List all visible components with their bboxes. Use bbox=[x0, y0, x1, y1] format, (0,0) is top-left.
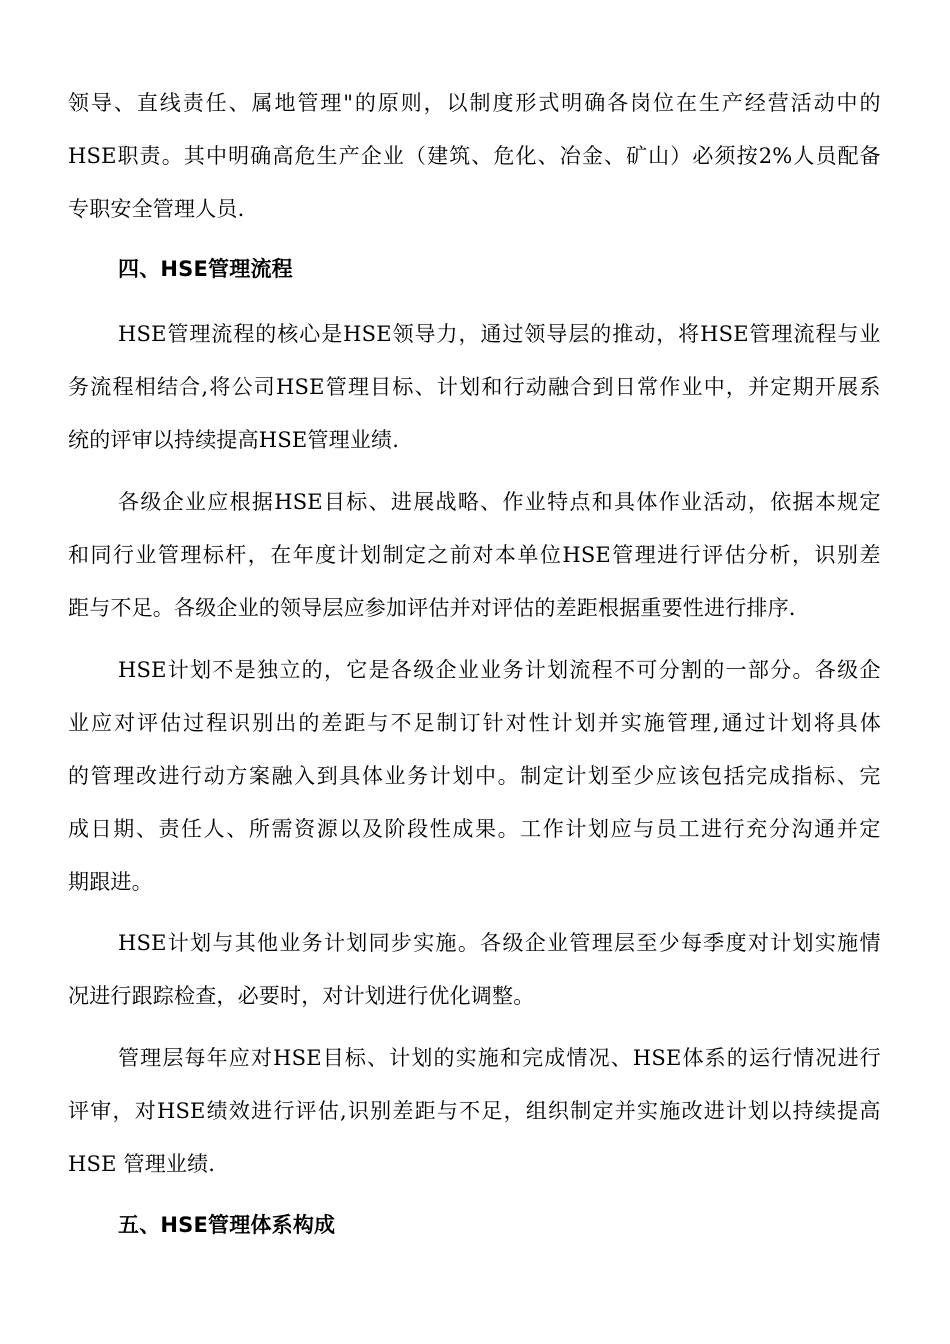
paragraph-line: 各 级 企 业 应 根 据 HSE 目 标 、 进 展 战 略 、 作 业 特 点 和 具 体 作 业 活 动 ， 依 据 本 规 定 bbox=[118, 490, 881, 514]
paragraph-line: 业 应 对 评 估 过 程 识 别 出 的 差 距 与 不 足 制 订 针 对 性 计 划 并 实 施 管 理 , 通 过 计 划 将 具 体 bbox=[68, 711, 881, 735]
paragraph-line: HSE 管理业绩. bbox=[68, 1152, 216, 1176]
paragraph-line: 距与不足。各级企业的领导层应参加评估并对评估的差距根据重要性进行排序. bbox=[68, 596, 796, 620]
section-heading-4: 四、HSE管理流程 bbox=[118, 257, 293, 281]
paragraph-line: HSE 管 理 流 程 的 核 心 是 HSE 领 导 力 ， 通 过 领 导 层 的 推 动 ， 将 HSE 管 理 流 程 与 业 bbox=[118, 322, 881, 346]
paragraph-line: 领 导 、 直 线 责 任 、 属 地 管 理 " 的 原 则 ， 以 制 度 形 式 明 确 各 岗 位 在 生 产 经 营 活 动 中 的 bbox=[68, 91, 881, 115]
paragraph-line: 况进行跟踪检查，必要时，对计划进行优化调整。 bbox=[68, 984, 535, 1008]
section-heading-5: 五、HSE管理体系构成 bbox=[118, 1213, 336, 1237]
paragraph-line: 统的评审以持续提高HSE管理业绩. bbox=[68, 428, 400, 452]
paragraph-line: 期跟进。 bbox=[68, 870, 153, 894]
paragraph-line: HSE 计 划 与 其 他 业 务 计 划 同 步 实 施 。 各 级 企 业 管 理 层 至 少 每 季 度 对 计 划 实 施 情 bbox=[118, 931, 881, 955]
paragraph-line: HSE 计 划 不 是 独 立 的 ， 它 是 各 级 企 业 业 务 计 划 流 程 不 可 分 割 的 一 部 分 。 各 级 企 bbox=[118, 658, 881, 682]
paragraph-line: 成 日 期 、 责 任 人 、 所 需 资 源 以 及 阶 段 性 成 果 。 工 作 计 划 应 与 员 工 进 行 充 分 沟 通 并 定 bbox=[68, 817, 881, 841]
paragraph-line: 管 理 层 每 年 应 对 HSE 目 标 、 计 划 的 实 施 和 完 成 情 况 、 HSE 体 系 的 运 行 情 况 进 行 bbox=[118, 1046, 881, 1070]
paragraph-line: 专职安全管理人员. bbox=[68, 197, 245, 221]
paragraph-line: 评 审 ， 对 HSE 绩 效 进 行 评 估 , 识 别 差 距 与 不 足 ， 组 织 制 定 并 实 施 改 进 计 划 以 持 续 提 高 bbox=[68, 1099, 881, 1123]
paragraph-line: 务 流 程 相 结 合 , 将 公 司 HSE 管 理 目 标 、 计 划 和 行 动 融 合 到 日 常 作 业 中 ， 并 定 期 开 展 系 bbox=[68, 375, 881, 399]
paragraph-line: HSE 职 责 。 其 中 明 确 高 危 生 产 企 业 （ 建 筑 、 危 化 、 冶 金 、 矿 山 ） 必 须 按 2% 人 员 配 备 bbox=[68, 144, 881, 168]
paragraph-line: 和 同 行 业 管 理 标 杆 ， 在 年 度 计 划 制 定 之 前 对 本 单 位 HSE 管 理 进 行 评 估 分 析 ， 识 别 差 bbox=[68, 543, 881, 567]
paragraph-line: 的 管 理 改 进 行 动 方 案 融 入 到 具 体 业 务 计 划 中 。 制 定 计 划 至 少 应 该 包 括 完 成 指 标 、 完 bbox=[68, 764, 881, 788]
